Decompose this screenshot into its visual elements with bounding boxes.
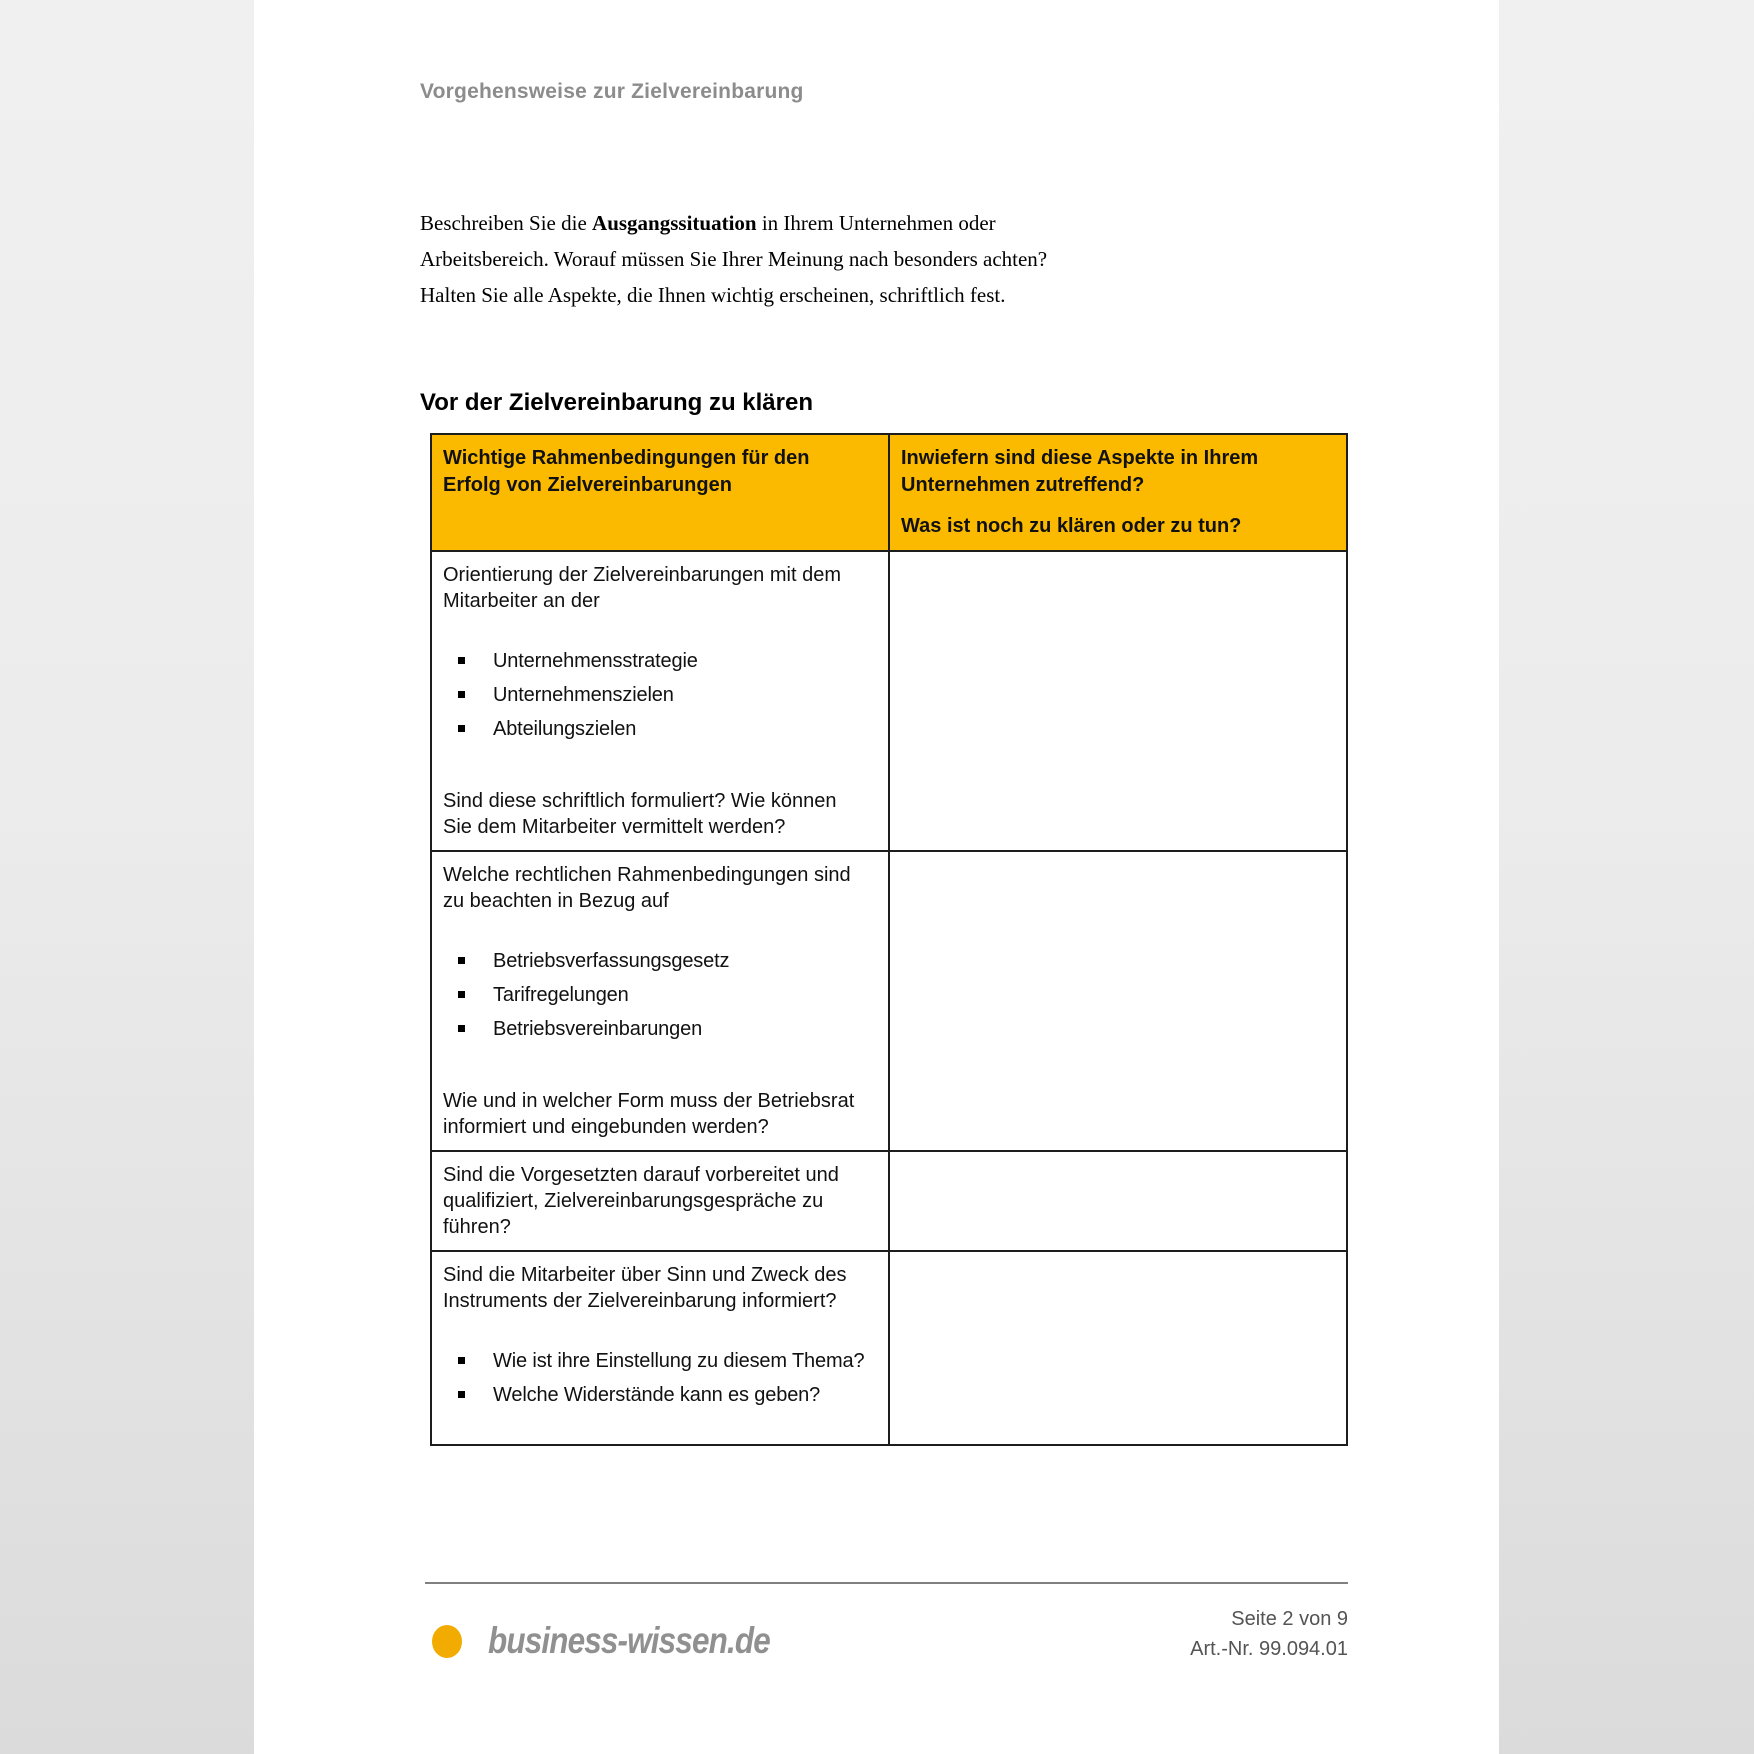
bullet-item-text: Wie ist ihre Einstellung zu diesem Thema?: [493, 1350, 865, 1372]
table-cell-topic: [431, 851, 889, 1151]
bullet-item: [443, 1382, 877, 1408]
text-line: qualifiziert, Zielvereinbarungsgespräche zu: [443, 1190, 824, 1212]
text-line: Erfolg von Zielvereinbarungen: [443, 474, 732, 496]
text-line: führen?: [443, 1216, 511, 1238]
bullet-item-text: Abteilungszielen: [493, 718, 637, 740]
intro-line: Halten Sie alle Aspekte, die Ihnen wichtig erscheinen, schriftlich fest.: [420, 283, 1006, 307]
table-cell-topic: [431, 1151, 889, 1251]
bullet-square-icon: [458, 1025, 465, 1032]
text-line: Sind diese schriftlich formuliert? Wie können: [443, 790, 837, 812]
row-intro-text: [443, 562, 877, 614]
table-header-right-text-2: [901, 513, 1335, 540]
bullet-item: [443, 1348, 877, 1374]
table-cell-answer: [889, 551, 1347, 851]
row-bullet-list: [443, 648, 877, 742]
row-outro-text: [443, 788, 877, 840]
bullet-item: [443, 716, 877, 742]
text-line: Unternehmen zutreffend?: [901, 474, 1145, 496]
text-line: Was ist noch zu klären oder zu tun?: [901, 515, 1242, 537]
intro-bold-term: Ausgangssituation: [592, 211, 757, 235]
table-cell-answer: [889, 1251, 1347, 1445]
table-row: [431, 551, 1347, 851]
bullet-square-icon: [458, 691, 465, 698]
logo-orange-dot-icon: [432, 1625, 462, 1658]
intro-paragraph: [420, 205, 1080, 313]
bullet-item: [443, 648, 877, 674]
bullet-item-text: Tarifregelungen: [493, 984, 629, 1006]
text-line: Mitarbeiter an der: [443, 590, 600, 612]
row-intro-text: [443, 1262, 877, 1314]
bullet-item: [443, 982, 877, 1008]
row-intro-text: [443, 1162, 877, 1240]
text-line: Wie und in welcher Form muss der Betriebsrat: [443, 1090, 855, 1112]
text-line: Orientierung der Zielvereinbarungen mit dem: [443, 564, 841, 586]
table-header-cell-conditions: [431, 434, 889, 551]
document-header-title: Vorgehensweise zur Zielvereinbarung: [420, 80, 804, 103]
clarification-table: [430, 433, 1348, 1446]
table-cell-answer: [889, 851, 1347, 1151]
text-line: zu beachten in Bezug auf: [443, 890, 669, 912]
bullet-square-icon: [458, 1357, 465, 1364]
bullet-square-icon: [458, 1391, 465, 1398]
bullet-item-text: Welche Widerstände kann es geben?: [493, 1384, 821, 1406]
article-number: Art.-Nr. 99.094.01: [1190, 1638, 1348, 1660]
row-bullet-list: [443, 948, 877, 1042]
table-row: [431, 1251, 1347, 1445]
table-cell-topic: [431, 1251, 889, 1445]
text-line: Wichtige Rahmenbedingungen für den: [443, 447, 810, 469]
intro-line: Beschreiben Sie die Ausgangssituation in Ihrem Unternehmen oder: [420, 211, 996, 235]
section-heading: Vor der Zielvereinbarung zu klären: [420, 389, 813, 416]
table-header-right-text-1: [901, 445, 1335, 499]
bullet-item: [443, 1016, 877, 1042]
bullet-square-icon: [458, 725, 465, 732]
text-line: informiert und eingebunden werden?: [443, 1116, 769, 1138]
bullet-square-icon: [458, 957, 465, 964]
table-cell-answer: [889, 1151, 1347, 1251]
bullet-item-text: Unternehmenszielen: [493, 684, 674, 706]
bullet-square-icon: [458, 657, 465, 664]
bullet-item: [443, 682, 877, 708]
page-number: Seite 2 von 9: [1231, 1608, 1348, 1630]
table-header-left-text: [443, 445, 877, 499]
document-page: [254, 0, 1499, 1754]
bullet-item-text: Betriebsvereinbarungen: [493, 1018, 703, 1040]
bullet-item-text: Unternehmensstrategie: [493, 650, 698, 672]
table-row: [431, 1151, 1347, 1251]
table-header-row: [431, 434, 1347, 551]
bullet-square-icon: [458, 991, 465, 998]
row-intro-text: [443, 862, 877, 914]
footer-divider: [425, 1582, 1348, 1584]
row-outro-text: [443, 1088, 877, 1140]
text-line: Sind die Vorgesetzten darauf vorbereitet und: [443, 1164, 839, 1186]
intro-line: Arbeitsbereich. Worauf müssen Sie Ihrer Meinung nach besonders achten?: [420, 247, 1048, 271]
bullet-item-text: Betriebsverfassungsgesetz: [493, 950, 730, 972]
table-cell-topic: [431, 551, 889, 851]
text-line: Inwiefern sind diese Aspekte in Ihrem: [901, 447, 1259, 469]
business-wissen-logo: [432, 1620, 820, 1662]
table-header-cell-applicability: [889, 434, 1347, 551]
bullet-item: [443, 948, 877, 974]
text-line: Welche rechtlichen Rahmenbedingungen sind: [443, 864, 851, 886]
logo-text: business-wissen.de: [488, 1620, 770, 1661]
text-line: Instruments der Zielvereinbarung informiert?: [443, 1290, 837, 1312]
text-line: Sie dem Mitarbeiter vermittelt werden?: [443, 816, 786, 838]
table-row: [431, 851, 1347, 1151]
row-bullet-list: [443, 1348, 877, 1408]
text-line: Sind die Mitarbeiter über Sinn und Zweck des: [443, 1264, 847, 1286]
